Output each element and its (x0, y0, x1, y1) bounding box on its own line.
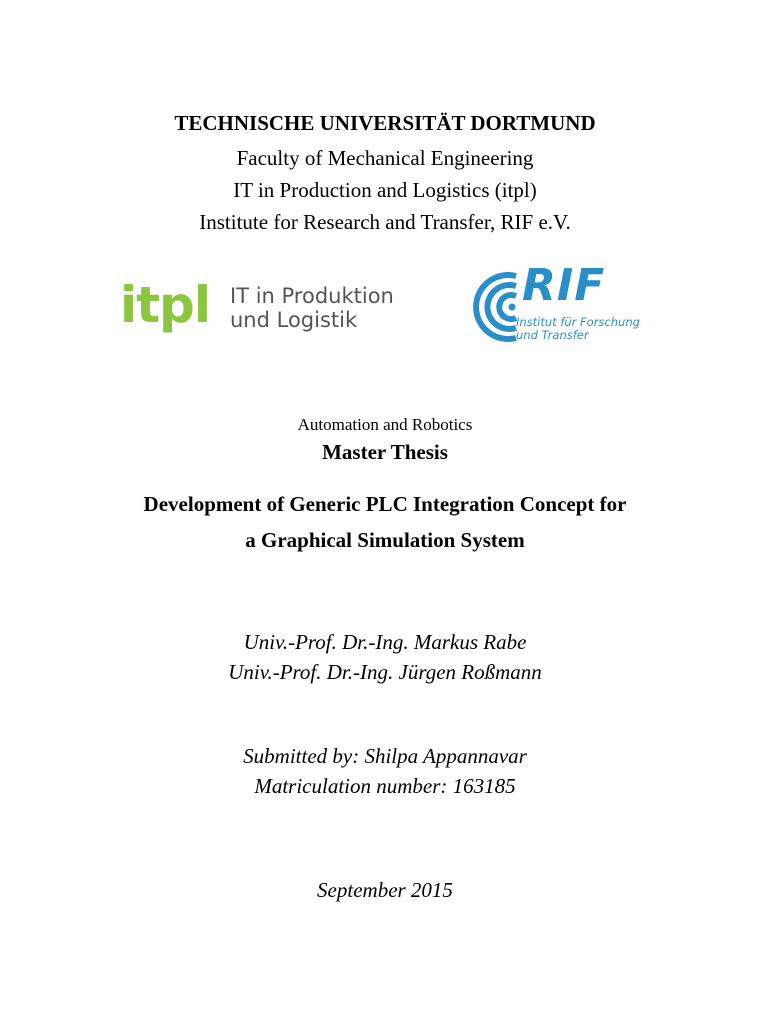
document-type: Master Thesis (322, 440, 448, 464)
study-program: Automation and Robotics (297, 415, 473, 434)
submitted-by: Submitted by: Shilpa Appannavar (243, 744, 527, 768)
rif-logo-line1: Institut für Forschung (516, 315, 640, 329)
submission-date: September 2015 (317, 878, 453, 902)
rif-logo (472, 260, 642, 348)
department-name: IT in Production and Logistics (itpl) (233, 178, 537, 202)
supervisor-2: Univ.-Prof. Dr.-Ing. Jürgen Roßmann (228, 660, 542, 684)
faculty-name: Faculty of Mechanical Engineering (236, 146, 534, 170)
itpl-logo-text (230, 284, 394, 332)
matriculation-number: Matriculation number: 163185 (254, 774, 516, 798)
institute-name: Institute for Research and Transfer, RIF e.V. (199, 210, 571, 234)
rif-logo-mark: RIF (522, 260, 606, 311)
rif-logo-text (516, 316, 640, 342)
itpl-logo-mark: itpl (120, 276, 210, 334)
itpl-logo (120, 276, 410, 344)
itpl-logo-line2: und Logistik (230, 308, 358, 333)
rif-logo-line2: und Transfer (516, 328, 589, 343)
thesis-title-line1: Development of Generic PLC Integration Concept for (143, 492, 627, 516)
thesis-title-line2: a Graphical Simulation System (245, 528, 525, 552)
supervisor-1: Univ.-Prof. Dr.-Ing. Markus Rabe (243, 630, 527, 654)
itpl-logo-line1: IT in Produktion (230, 284, 394, 308)
university-name: TECHNISCHE UNIVERSITÄT DORTMUND (174, 111, 596, 135)
